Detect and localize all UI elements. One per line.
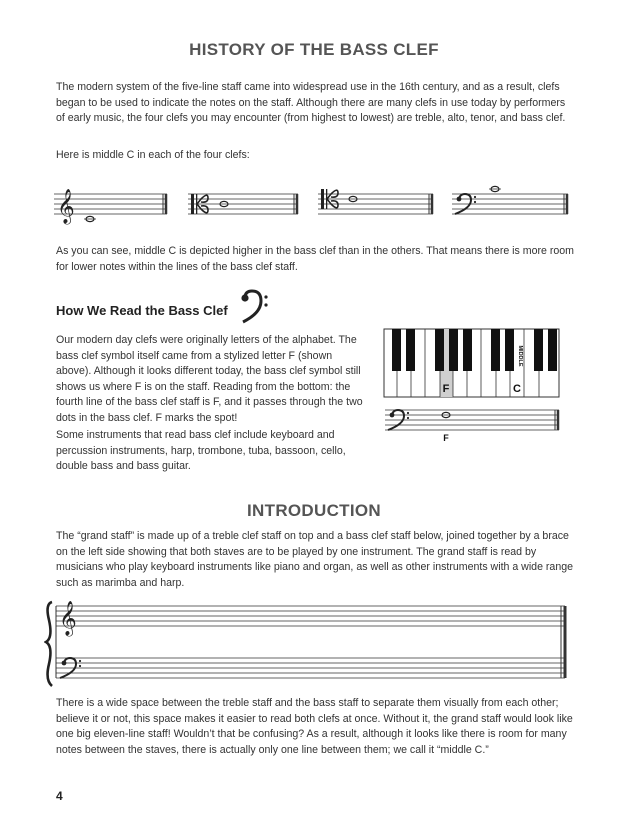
key-label-middle: MIDDLE	[517, 345, 523, 367]
bass-staff-f-figure	[383, 404, 563, 444]
section-title-history: HISTORY OF THE BASS CLEF	[189, 40, 439, 59]
how-we-read-paragraph-2: Some instruments that read bass clef include keyboard and percussion instruments, harp, trombone, tuba, bassoon, cello, double bass and bass guitar.	[56, 429, 346, 473]
key-label-f: F	[442, 383, 450, 395]
treble-clef-icon: 𝄞	[57, 190, 75, 223]
staff-label-f: F	[443, 433, 449, 443]
treble-staff	[56, 606, 565, 626]
history-paragraph-1: The modern system of the five-line staff came into widespread use in the 16th century, and as a result, clefs began to be used to indicate the notes on the staff. Although there are many clefs in use today by performers of early music, the four clefs you may encounter (from highest to lowest) are treble, alto, tenor, and bass clef.	[56, 81, 566, 125]
large-bass-clef-icon	[238, 289, 270, 325]
how-we-read-paragraph-1: Our modern day clefs were originally letters of the alphabet. The bass clef symbol itself came from a stylized letter F (shown above). Although it looks different today, the bass clef symbol still shows us where F is on the staff. Reading from the bottom: the fourth line of the bass clef staff is F, and it passes through the two dots in the bass clef. F marks the spot!	[56, 334, 363, 424]
page-number: 4	[56, 789, 63, 803]
treble-clef-icon: 𝄞	[59, 602, 77, 635]
alto-clef-staff	[188, 194, 298, 214]
how-we-read-heading: How We Read the Bass Clef	[56, 303, 228, 318]
tenor-clef-staff	[318, 189, 433, 214]
key-label-c: C	[513, 383, 521, 395]
introduction-paragraph-1: The “grand staff” is made up of a treble clef staff on top and a bass clef staff below, joined together by a brace on the left side showing that both staves are to be played by one instrument. The grand staff is read by musicians who play keyboard instruments like piano and organ, as well as other instruments with a wide range such as marimba and harp.	[56, 530, 574, 589]
bass-staff	[56, 658, 565, 678]
introduction-paragraph-2: There is a wide space between the treble staff and the bass staff to separate them visually from each other; believe it or not, this space makes it easier to read both clefs at once. Without it, the grand staff would look like one big eleven-line staff! Wouldn’t that be confusing? As a result, although it looks like there is room for many notes between the staves, there is actually only one line between them; we call it “middle C.”	[56, 697, 573, 756]
history-paragraph-2: Here is middle C in each of the four clefs:	[56, 149, 250, 161]
bass-clef-staff	[452, 186, 568, 214]
four-clefs-figure	[50, 180, 580, 228]
keyboard-figure	[383, 328, 563, 400]
brace-icon	[46, 602, 52, 686]
section-title-introduction: INTRODUCTION	[247, 501, 381, 520]
treble-clef-staff	[54, 189, 167, 225]
history-paragraph-3: As you can see, middle C is depicted higher in the bass clef than in the others. That means there is more room for lower notes within the lines of the bass clef staff.	[56, 245, 574, 273]
grand-staff-figure	[44, 594, 574, 694]
